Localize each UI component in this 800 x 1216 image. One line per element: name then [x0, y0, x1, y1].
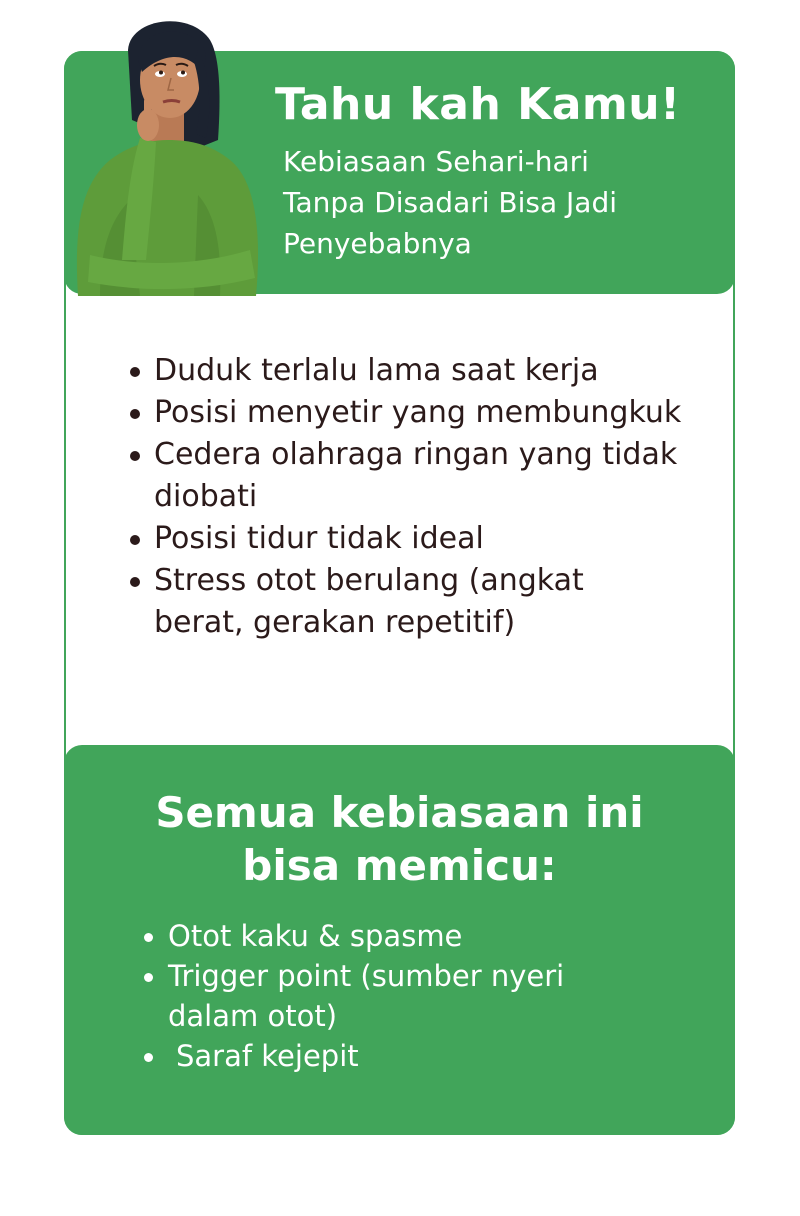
thinking-woman-icon — [70, 10, 270, 296]
effects-title — [64, 786, 735, 892]
effects-list — [138, 916, 658, 1076]
list-item: Saraf kejepit — [138, 1036, 658, 1076]
list-item: Otot kaku & spasme — [138, 916, 658, 956]
subtitle-line: Kebiasaan Sehari-hari — [283, 145, 589, 178]
list-item: Stress otot berulang (angkat berat, gerakan repetitif) — [122, 560, 682, 644]
list-item: Duduk terlalu lama saat kerja — [122, 350, 682, 392]
list-item: Posisi tidur tidak ideal — [122, 518, 682, 560]
list-item: Cedera olahraga ringan yang tidak diobati — [122, 434, 682, 518]
subtitle-line: Penyebabnya — [283, 227, 472, 260]
list-item: Posisi menyetir yang membungkuk — [122, 392, 682, 434]
effects-title-line: Semua kebiasaan ini — [155, 788, 644, 837]
header-title: Tahu kah Kamu! — [275, 79, 681, 130]
subtitle-line: Tanpa Disadari Bisa Jadi — [283, 186, 618, 219]
effects-title-line: bisa memicu: — [242, 841, 557, 890]
header-subtitle — [283, 141, 713, 264]
list-item: Trigger point (sumber nyeri dalam otot) — [138, 956, 658, 1036]
habits-list — [122, 350, 682, 644]
